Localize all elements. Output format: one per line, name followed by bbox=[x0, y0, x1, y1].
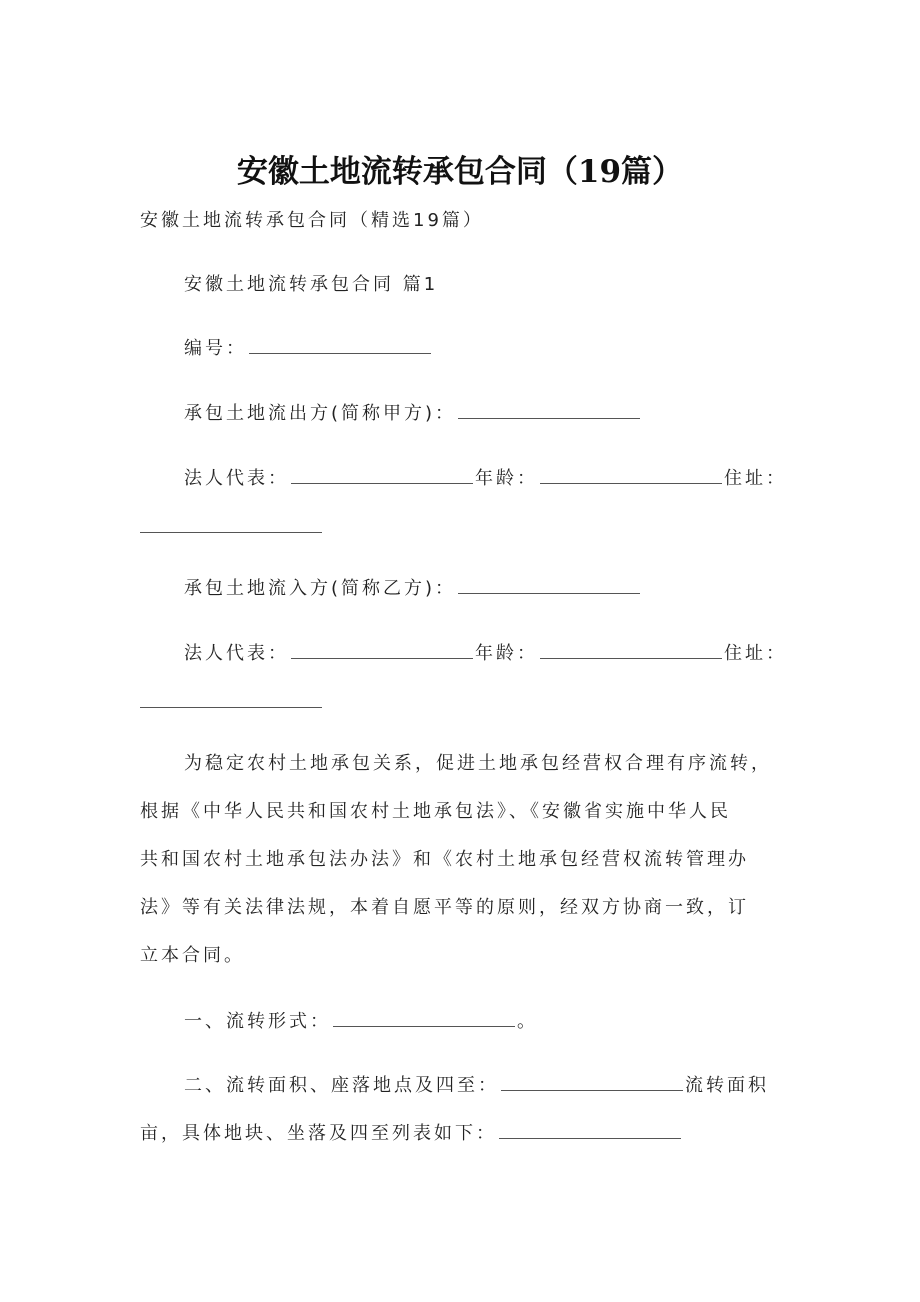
clause-2-continuation-row bbox=[140, 1120, 683, 1148]
party-a-rep-label: 法人代表： bbox=[184, 468, 289, 489]
party-b-rep-label: 法人代表： bbox=[184, 643, 289, 664]
preamble-line-1: 为稳定农村土地承包关系，促进土地承包经营权合理有序流转， bbox=[184, 753, 772, 774]
party-b-blank[interactable] bbox=[458, 575, 640, 594]
party-b-rep-blank[interactable] bbox=[291, 640, 473, 659]
clause-2-suffix: 流转面积 bbox=[685, 1075, 769, 1096]
party-b-row bbox=[184, 575, 642, 603]
document-subtitle: 安徽土地流转承包合同（精选19篇） bbox=[140, 210, 484, 231]
clause-2-label: 二、流转面积、座落地点及四至： bbox=[184, 1075, 499, 1096]
party-a-age-label: 年龄： bbox=[475, 468, 538, 489]
document-title: 安徽土地流转承包合同（19篇） bbox=[236, 154, 684, 190]
party-b-age-label: 年龄： bbox=[475, 643, 538, 664]
clause-2-continuation: 亩，具体地块、坐落及四至列表如下： bbox=[140, 1123, 497, 1144]
serial-number-label: 编号： bbox=[184, 338, 247, 359]
preamble-line-3: 共和国农村土地承包法办法》和《农村土地承包经营权流转管理办 bbox=[140, 849, 749, 870]
serial-number-blank[interactable] bbox=[249, 335, 431, 354]
preamble-line-5: 立本合同。 bbox=[140, 945, 245, 966]
party-a-address-row bbox=[140, 514, 324, 542]
party-a-blank[interactable] bbox=[458, 400, 640, 419]
party-a-row bbox=[184, 400, 642, 428]
party-b-rep-row bbox=[184, 640, 787, 668]
preamble-line-2: 根据《中华人民共和国农村土地承包法》、《安徽省实施中华人民 bbox=[140, 801, 731, 822]
preamble-line-4: 法》等有关法律法规，本着自愿平等的原则，经双方协商一致，订 bbox=[140, 897, 749, 918]
clause-1-blank[interactable] bbox=[333, 1008, 515, 1027]
serial-number-row bbox=[184, 335, 433, 363]
party-a-address-label: 住址： bbox=[724, 468, 787, 489]
clause-2-row bbox=[184, 1072, 769, 1100]
party-a-address-blank[interactable] bbox=[140, 514, 322, 533]
clause-2-list-blank[interactable] bbox=[499, 1120, 681, 1139]
party-a-label: 承包土地流出方(简称甲方)： bbox=[184, 403, 457, 424]
clause-2-blank[interactable] bbox=[501, 1072, 683, 1091]
clause-1-row bbox=[184, 1008, 538, 1036]
section-heading: 安徽土地流转承包合同 篇1 bbox=[184, 274, 439, 295]
clause-1-suffix: 。 bbox=[517, 1011, 538, 1032]
party-b-address-row bbox=[140, 689, 324, 717]
party-a-age-blank[interactable] bbox=[540, 465, 722, 484]
party-a-rep-blank[interactable] bbox=[291, 465, 473, 484]
clause-1-label: 一、流转形式： bbox=[184, 1011, 331, 1032]
party-b-address-blank[interactable] bbox=[140, 689, 322, 708]
party-b-age-blank[interactable] bbox=[540, 640, 722, 659]
party-a-rep-row bbox=[184, 465, 787, 493]
party-b-label: 承包土地流入方(简称乙方)： bbox=[184, 578, 457, 599]
party-b-address-label: 住址： bbox=[724, 643, 787, 664]
